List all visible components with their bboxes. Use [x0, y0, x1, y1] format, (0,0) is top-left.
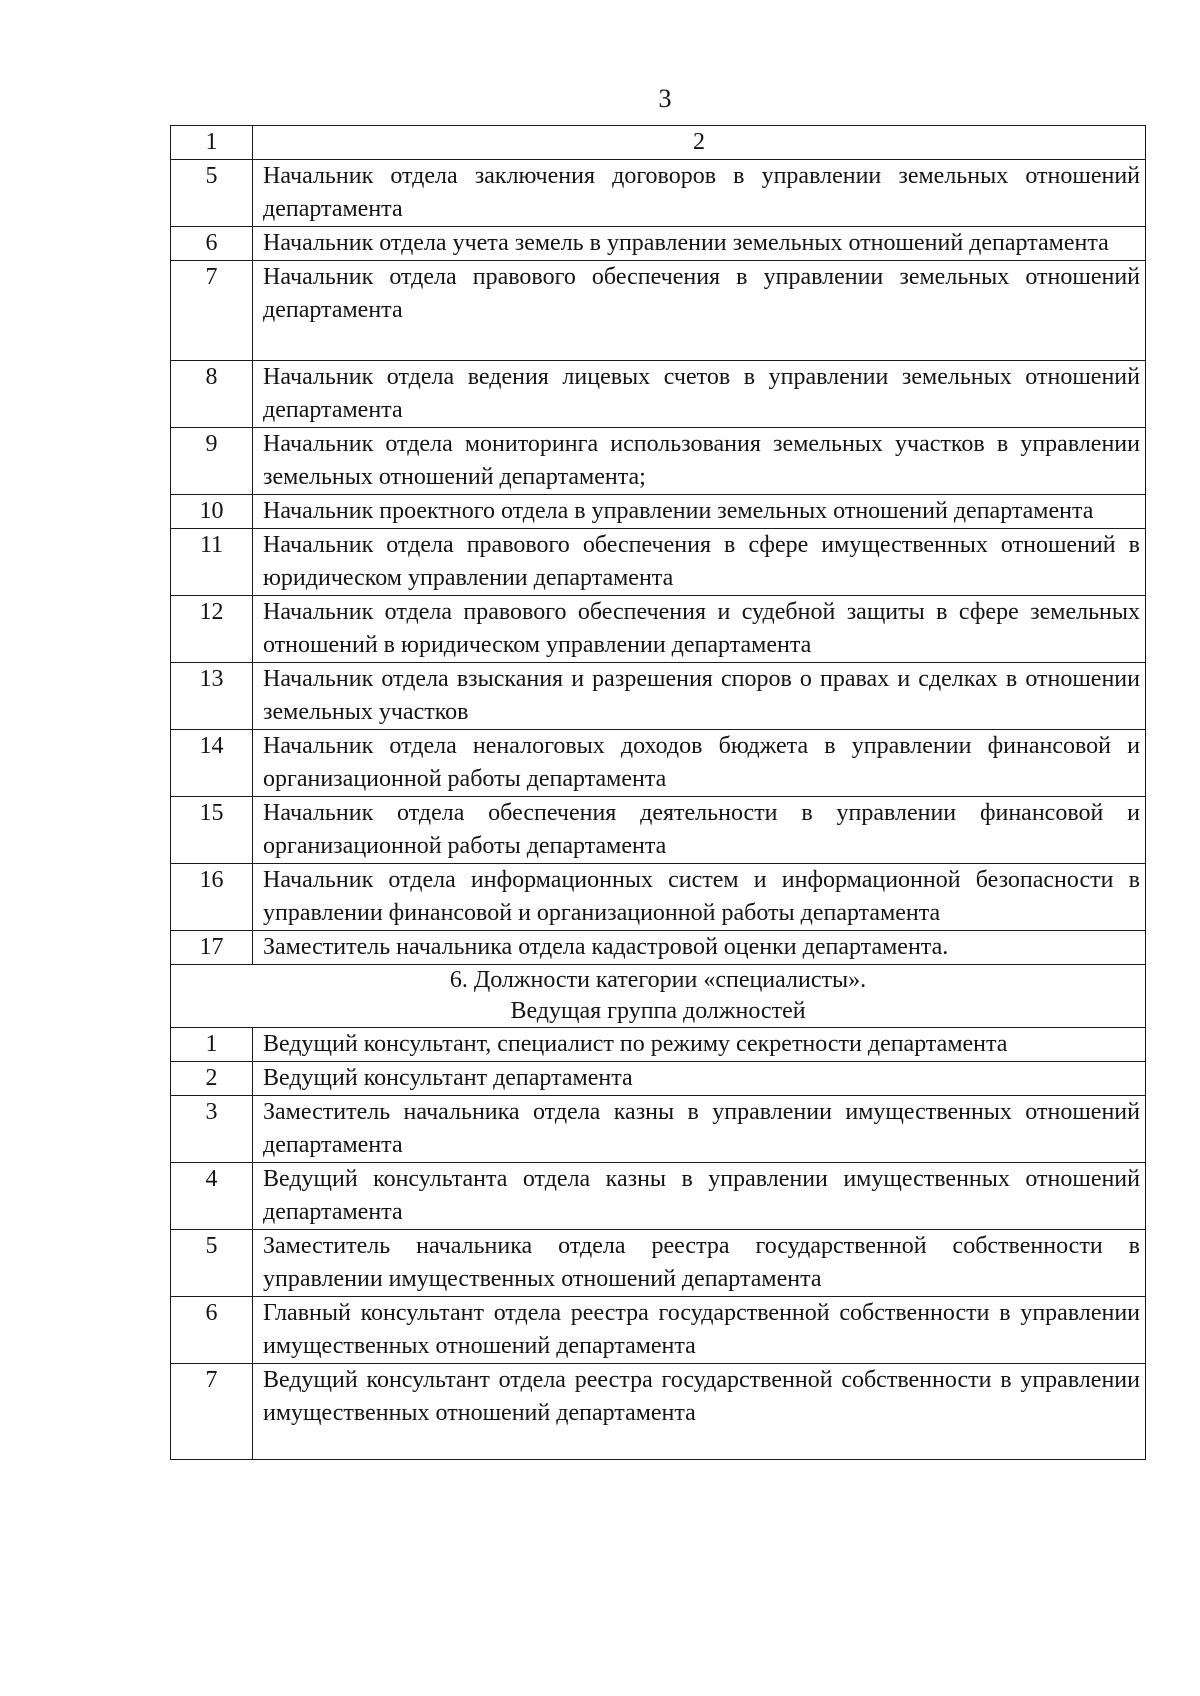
position-title: Начальник отдела ведения лицевых счетов в управлении земельных отношений департамента [253, 361, 1146, 428]
row-number: 17 [171, 931, 253, 965]
table-row [171, 864, 1146, 931]
position-title: Заместитель начальника отдела кадастровой оценки департамента. [253, 931, 1146, 965]
section-heading-line-2: Ведущая группа должностей [510, 998, 806, 1024]
position-title: Начальник отдела правового обеспечения в управлении земельных отношений департамента [253, 261, 1146, 361]
row-number: 16 [171, 864, 253, 931]
positions-table [170, 125, 1146, 1460]
position-title: Начальник отдела правового обеспечения и судебной защиты в сфере земельных отношений в юридическом управлении департамента [253, 596, 1146, 663]
row-number: 3 [171, 1096, 253, 1163]
row-number: 11 [171, 529, 253, 596]
table-row [171, 361, 1146, 428]
table-row [171, 1297, 1146, 1364]
position-title: Начальник отдела правового обеспечения в сфере имущественных отношений в юридическом управлении департамента [253, 529, 1146, 596]
position-title: Ведущий консультант, специалист по режиму секретности департамента [253, 1028, 1146, 1062]
row-number: 7 [171, 1364, 253, 1460]
row-number: 6 [171, 227, 253, 261]
row-number: 14 [171, 730, 253, 797]
table-row [171, 931, 1146, 965]
table-row [171, 596, 1146, 663]
row-number: 13 [171, 663, 253, 730]
row-number: 12 [171, 596, 253, 663]
row-number: 5 [171, 1230, 253, 1297]
table-row [171, 797, 1146, 864]
table-row [171, 495, 1146, 529]
position-title: Начальник проектного отдела в управлении земельных отношений департамента [253, 495, 1146, 529]
position-title: Ведущий консультанта отдела казны в управлении имущественных отношений департамента [253, 1163, 1146, 1230]
table-row [171, 1364, 1146, 1460]
row-number: 6 [171, 1297, 253, 1364]
table-header-row [171, 126, 1146, 160]
table-row [171, 261, 1146, 361]
table-row [171, 1028, 1146, 1062]
position-title: Начальник отдела заключения договоров в управлении земельных отношений департамента [253, 160, 1146, 227]
table-row [171, 1163, 1146, 1230]
row-number: 2 [171, 1062, 253, 1096]
position-title: Ведущий консультант департамента [253, 1062, 1146, 1096]
table-row [171, 160, 1146, 227]
table-row [171, 663, 1146, 730]
table-row [171, 428, 1146, 495]
page-number: 3 [658, 84, 672, 113]
row-number: 5 [171, 160, 253, 227]
position-title: Начальник отдела обеспечения деятельности в управлении финансовой и организационной работы департамента [253, 797, 1146, 864]
row-number: 4 [171, 1163, 253, 1230]
table-row [171, 1062, 1146, 1096]
position-title: Ведущий консультант отдела реестра государственной собственности в управлении имущественных отношений департамента [253, 1364, 1146, 1460]
position-title: Начальник отдела неналоговых доходов бюджета в управлении финансовой и организационной работы департамента [253, 730, 1146, 797]
position-title: Начальник отдела информационных систем и информационной безопасности в управлении финансовой и организационной работы департамента [253, 864, 1146, 931]
row-number: 10 [171, 495, 253, 529]
column-2-header: 2 [253, 126, 1146, 160]
position-title: Начальник отдела взыскания и разрешения споров о правах и сделках в отношении земельных участков [253, 663, 1146, 730]
table-row [171, 1096, 1146, 1163]
row-number: 1 [171, 1028, 253, 1062]
position-title: Заместитель начальника отдела казны в управлении имущественных отношений департамента [253, 1096, 1146, 1163]
row-number: 8 [171, 361, 253, 428]
section-heading [171, 965, 1146, 1028]
column-1-header: 1 [171, 126, 253, 160]
position-title: Начальник отдела мониторинга использования земельных участков в управлении земельных отношений департамента; [253, 428, 1146, 495]
table-row [171, 529, 1146, 596]
row-number: 15 [171, 797, 253, 864]
position-title: Главный консультант отдела реестра государственной собственности в управлении имущественных отношений департамента [253, 1297, 1146, 1364]
row-number: 7 [171, 261, 253, 361]
section-heading-line-1: 6. Должности категории «специалисты». [449, 967, 867, 993]
table-row [171, 1230, 1146, 1297]
position-title: Начальник отдела учета земель в управлении земельных отношений департамента [253, 227, 1146, 261]
table-row [171, 227, 1146, 261]
position-title: Заместитель начальника отдела реестра государственной собственности в управлении имущественных отношений департамента [253, 1230, 1146, 1297]
table-row [171, 730, 1146, 797]
section-heading-row [171, 965, 1146, 1028]
row-number: 9 [171, 428, 253, 495]
